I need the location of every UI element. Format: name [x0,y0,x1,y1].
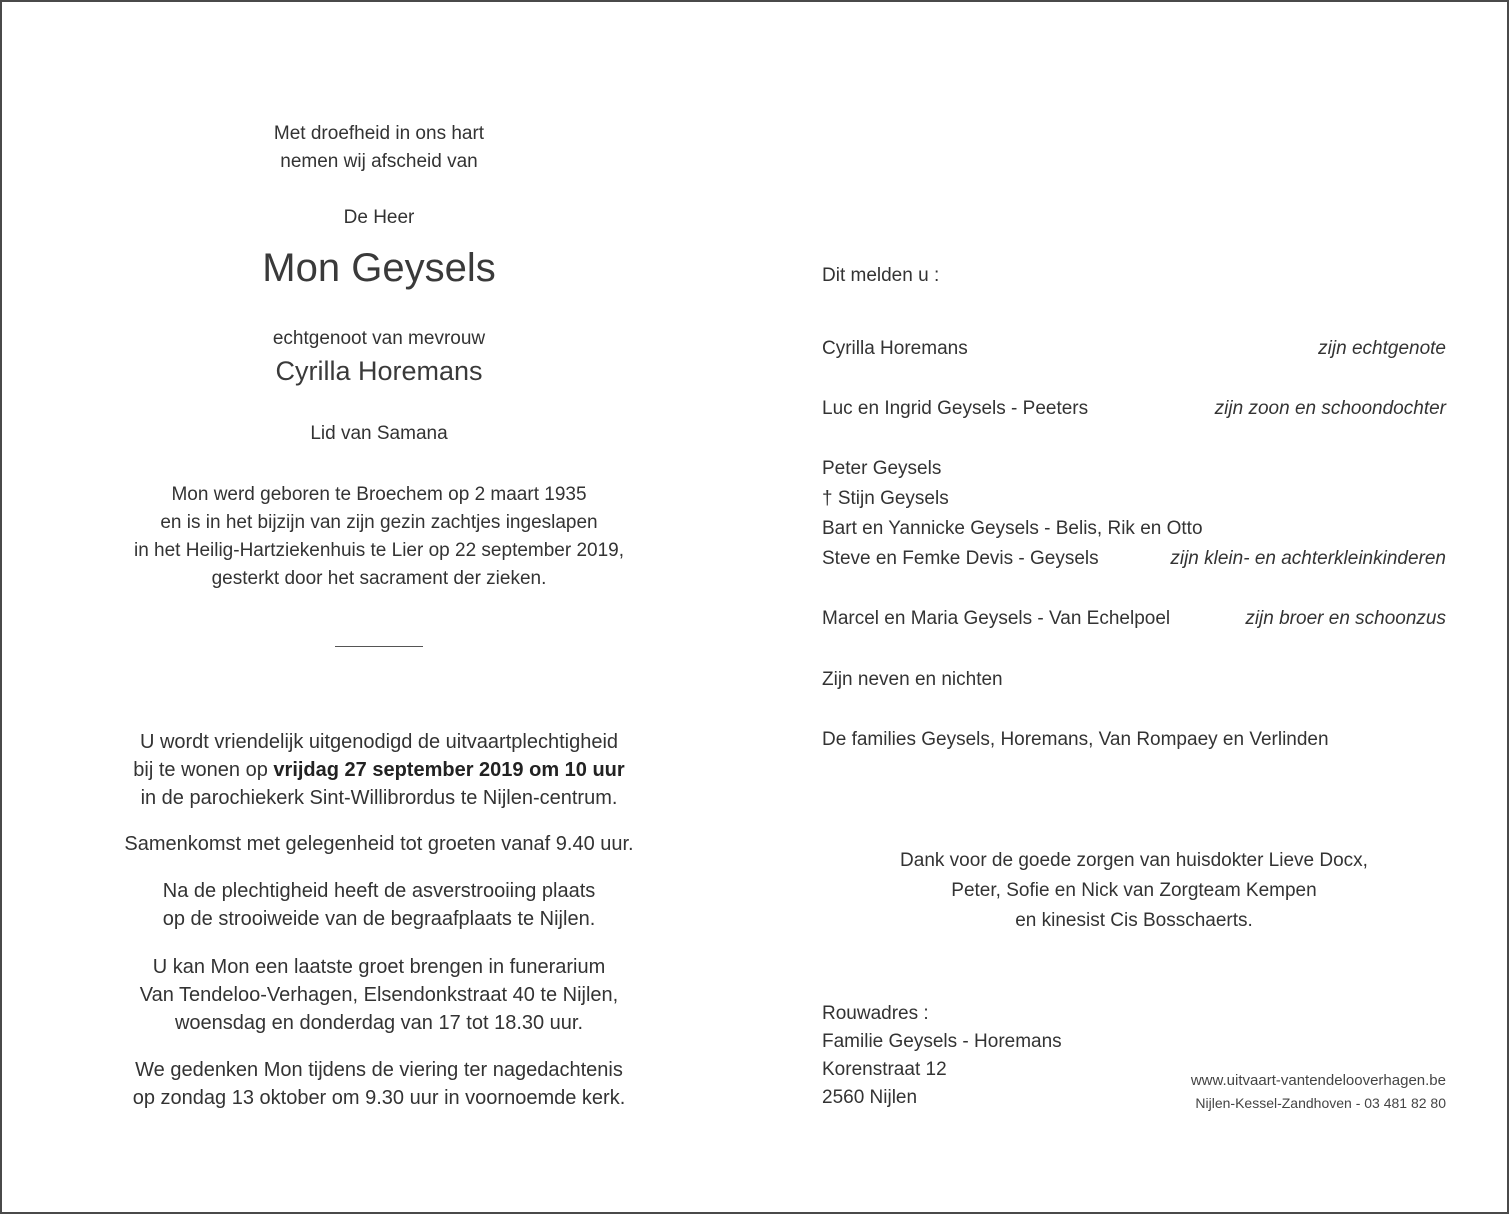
visit-line: woensdag en donderdag van 17 tot 18.30 uur. [174,1012,584,1034]
funeral-line [2,756,756,784]
membership: Lid van Samana [310,423,448,444]
family-row [822,484,1446,514]
intro-line: nemen wij afscheid van [280,151,478,172]
family-name: Marcel en Maria Geysels - Van Echelpoel [822,608,1171,629]
family-relation: zijn zoon en schoondochter [1214,398,1446,419]
family-row [822,454,1446,484]
family-name: Luc en Ingrid Geysels - Peeters [822,398,1089,419]
right-column [822,2,1446,1212]
family-row [822,665,1446,695]
deceased-name: Mon Geysels [262,246,496,290]
visitation-note [2,953,756,1037]
biography [2,481,756,593]
family-name: De families Geysels, Horemans, Van Rompaey en Verlinden [822,729,1329,750]
family-row [822,725,1446,755]
funeral-invitation [2,728,756,812]
bio-line: gesterkt door het sacrament der zieken. [211,568,547,589]
address-line: Familie Geysels - Horemans [822,1031,1062,1052]
spouse-name: Cyrilla Horemans [275,356,483,386]
family-row [822,514,1446,544]
thanks-line: en kinesist Cis Bosschaerts. [1015,910,1253,931]
scatter-line: op de strooiweide van de begraafplaats te Nijlen. [162,908,596,930]
thanks-line: Peter, Sofie en Nick van Zorgteam Kempen [951,880,1317,901]
intro-line: Met droefheid in ons hart [273,123,485,144]
announcement: Dit melden u : [822,265,940,286]
left-column [2,2,756,1212]
family-name: Peter Geysels [822,458,942,479]
spouse-intro: echtgenoot van mevrouw [272,328,486,349]
family-row [822,544,1446,574]
intro-text [2,120,756,176]
contact-line: Nijlen-Kessel-Zandhoven - 03 481 82 80 [1195,1095,1446,1111]
family-relation: zijn echtgenote [1318,338,1446,359]
remember-line: We gedenken Mon tijdens de viering ter nagedachtenis [135,1059,623,1081]
visit-line: U kan Mon een laatste groet brengen in funerarium [152,956,606,978]
funeral-date: vrijdag 27 september 2019 om 10 uur [273,759,625,781]
remember-line: op zondag 13 oktober om 9.30 uur in voornoemde kerk. [132,1087,626,1109]
funeral-prefix: bij te wonen op [133,759,274,781]
family-row [822,394,1446,424]
scattering-note [2,877,756,933]
bio-line: en is in het bijzijn van zijn gezin zachtjes ingeslapen [160,512,598,533]
gathering-note: Samenkomst met gelegenheid tot groeten vanaf 9.40 uur. [124,833,634,855]
family-name: Steve en Femke Devis - Geysels [822,548,1099,569]
mourning-address [822,1000,1062,1112]
address-label: Rouwadres : [822,1003,929,1024]
address-line: 2560 Nijlen [822,1087,918,1108]
address-line: Korenstraat 12 [822,1059,947,1080]
family-relation: zijn klein- en achterkleinkinderen [1170,548,1446,569]
thanks-note [782,846,1486,936]
honorific: De Heer [343,207,415,228]
divider [335,646,423,647]
family-name: Bart en Yannicke Geysels - Belis, Rik en Otto [822,518,1203,539]
website-link[interactable]: www.uitvaart-vantendelooverhagen.be [1190,1072,1446,1089]
visit-line: Van Tendeloo-Verhagen, Elsendonkstraat 40 te Nijlen, [139,984,619,1006]
thanks-line: Dank voor de goede zorgen van huisdokter Lieve Docx, [900,850,1368,871]
family-row [822,334,1446,364]
family-name: Cyrilla Horemans [822,338,968,359]
family-name: † Stijn Geysels [822,488,949,509]
scatter-line: Na de plechtigheid heeft de asverstrooiing plaats [162,880,596,902]
bio-line: in het Heilig-Hartziekenhuis te Lier op 22 september 2019, [133,540,625,561]
funeral-line: U wordt vriendelijk uitgenodigd de uitvaartplechtigheid [139,731,619,753]
family-name: Zijn neven en nichten [822,669,1003,690]
bio-line: Mon werd geboren te Broechem op 2 maart 1935 [171,484,587,505]
funeral-line: in de parochiekerk Sint-Willibrordus te Nijlen-centrum. [140,787,618,809]
funeral-home-footer [1191,1070,1446,1114]
family-relation: zijn broer en schoonzus [1245,608,1446,629]
remembrance-note [2,1056,756,1112]
family-row [822,604,1446,634]
